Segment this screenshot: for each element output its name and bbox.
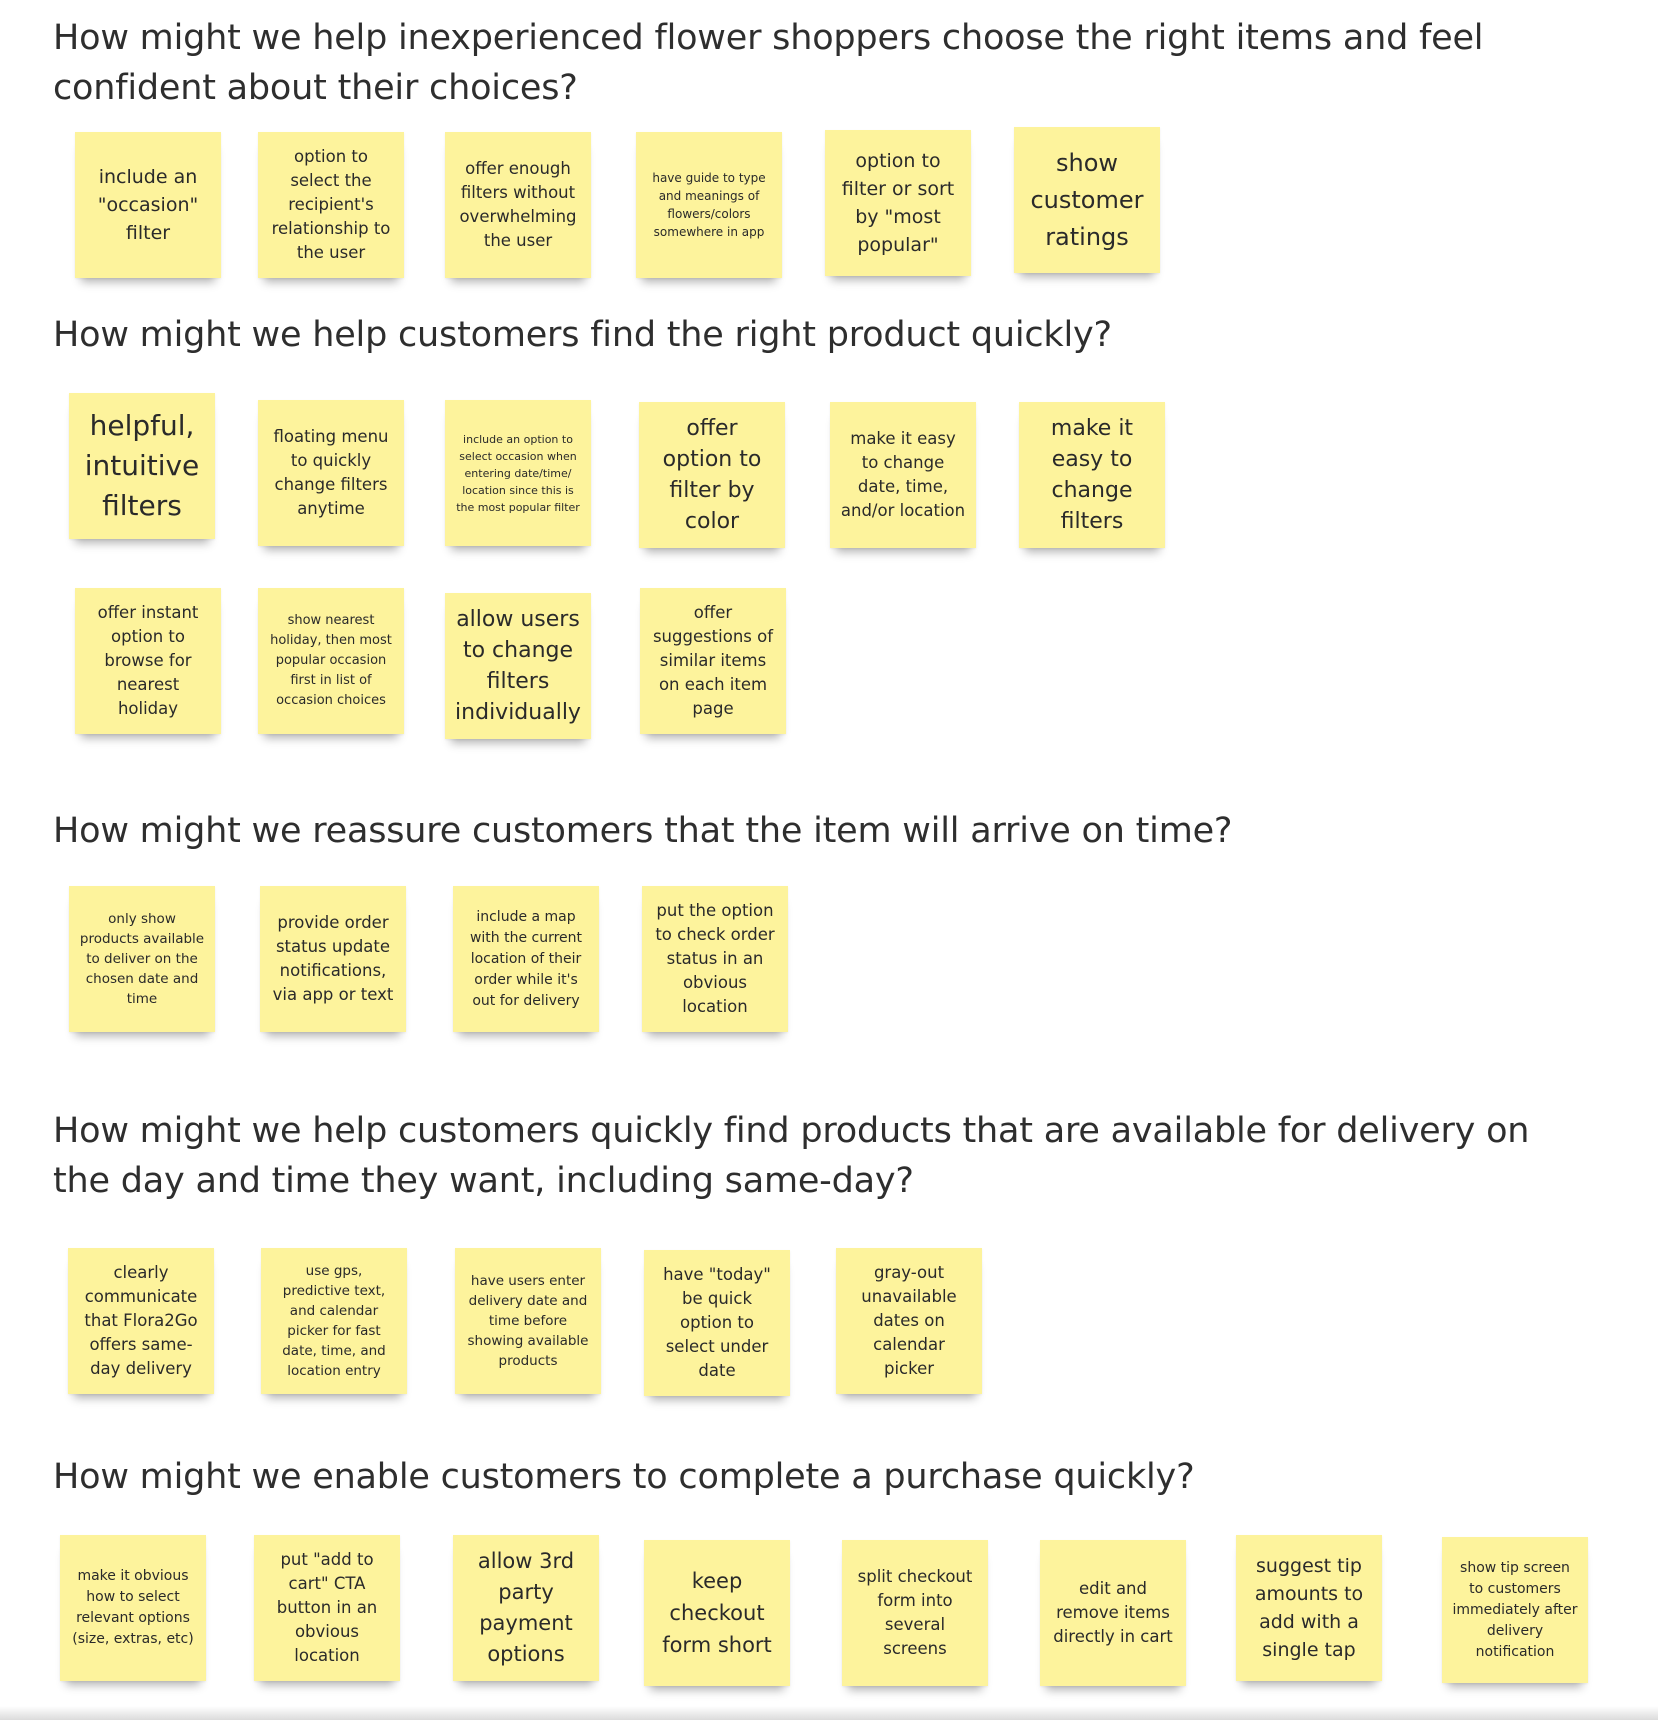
sticky-note-text: offer instant option to browse for nearest holiday <box>97 603 199 718</box>
sticky-note[interactable] <box>640 588 786 734</box>
sticky-note-text: show tip screen to customers immediately after delivery notification <box>1452 1559 1578 1660</box>
sticky-note[interactable] <box>455 1248 601 1394</box>
sticky-note[interactable] <box>1442 1537 1588 1683</box>
sticky-note[interactable] <box>75 132 221 278</box>
sticky-note-text: include a map with the current location of their order while it's out for delivery <box>469 908 583 1009</box>
sticky-note[interactable] <box>1014 127 1160 273</box>
sticky-note-text: put the option to check order status in an obvious location <box>655 901 775 1016</box>
sticky-note[interactable] <box>644 1540 790 1686</box>
sticky-note-text: edit and remove items directly in cart <box>1053 1579 1173 1646</box>
sticky-note[interactable] <box>1040 1540 1186 1686</box>
sticky-note[interactable] <box>453 1535 599 1681</box>
sticky-note-text: make it easy to change filters <box>1050 416 1134 534</box>
sticky-note[interactable] <box>642 886 788 1032</box>
sticky-note-text: make it obvious how to select relevant options (size, extras, etc) <box>72 1568 194 1647</box>
question-heading-2: How might we help customers find the right product quickly? <box>53 315 1112 355</box>
sticky-note[interactable] <box>830 402 976 548</box>
sticky-note[interactable] <box>836 1248 982 1394</box>
sticky-note-text: option to select the recipient's relationship to the user <box>271 147 391 262</box>
sticky-note-text: offer option to filter by color <box>662 416 762 534</box>
sticky-note-text: gray-out unavailable dates on calendar picker <box>861 1263 957 1378</box>
question-heading-1: How might we help inexperienced flower shoppers choose the right items and feel confident about their choices? <box>53 18 1484 108</box>
sticky-note-text: allow users to change filters individually <box>455 607 581 725</box>
sticky-note-text: include an "occasion" filter <box>97 166 199 244</box>
question-heading-4: How might we help customers quickly find products that are available for delivery on the day and time they want, including same-day? <box>53 1111 1530 1201</box>
sticky-note[interactable] <box>1019 402 1165 548</box>
sticky-note[interactable] <box>75 588 221 734</box>
sticky-note[interactable] <box>261 1248 407 1394</box>
sticky-note[interactable] <box>825 130 971 276</box>
sticky-note[interactable] <box>258 588 404 734</box>
sticky-note[interactable] <box>636 132 782 278</box>
sticky-note[interactable] <box>842 1540 988 1686</box>
sticky-note[interactable] <box>453 886 599 1032</box>
sticky-note-text: include an option to select occasion when entering date/time/ location since this is the most popular filter <box>456 432 580 514</box>
sticky-note-text: split checkout form into several screens <box>857 1567 973 1658</box>
sticky-note[interactable] <box>258 132 404 278</box>
sticky-note-text: provide order status update notifications, via app or text <box>272 913 394 1004</box>
sticky-note[interactable] <box>639 402 785 548</box>
sticky-note[interactable] <box>69 886 215 1032</box>
sticky-note-text: allow 3rd party payment options <box>477 1549 575 1666</box>
sticky-note[interactable] <box>644 1250 790 1396</box>
sticky-note-text: suggest tip amounts to add with a single tap <box>1254 1555 1364 1661</box>
sticky-note-text: clearly communicate that Flora2Go offers same-day delivery <box>84 1263 198 1378</box>
sticky-note-text: have "today" be quick option to select under date <box>663 1265 771 1380</box>
sticky-note-text: only show products available to deliver on the chosen date and time <box>79 911 205 1007</box>
sticky-note[interactable] <box>254 1535 400 1681</box>
sticky-note[interactable] <box>68 1248 214 1394</box>
sticky-note-text: helpful, intuitive filters <box>84 409 200 522</box>
sticky-note[interactable] <box>445 132 591 278</box>
sticky-note-text: offer enough filters without overwhelming the user <box>459 159 577 250</box>
sticky-note-text: make it easy to change date, time, and/or location <box>840 429 966 520</box>
bottom-edge-shadow <box>0 1706 1658 1720</box>
sticky-note-text: have users enter delivery date and time before showing available products <box>467 1273 589 1369</box>
sticky-note[interactable] <box>1236 1535 1382 1681</box>
sticky-note[interactable] <box>69 393 215 539</box>
sticky-note[interactable] <box>445 400 591 546</box>
question-heading-3: How might we reassure customers that the item will arrive on time? <box>53 811 1233 851</box>
sticky-note-text: put "add to cart" CTA button in an obvious location <box>276 1550 378 1665</box>
question-heading-5: How might we enable customers to complete a purchase quickly? <box>53 1457 1195 1497</box>
sticky-note[interactable] <box>60 1535 206 1681</box>
sticky-note-text: use gps, predictive text, and calendar picker for fast date, time, and location entry <box>282 1263 386 1379</box>
sticky-note[interactable] <box>258 400 404 546</box>
sticky-note-text: have guide to type and meanings of flowers/colors somewhere in app <box>652 171 766 239</box>
sticky-note-text: show customer ratings <box>1030 148 1144 251</box>
sticky-note[interactable] <box>260 886 406 1032</box>
sticky-note-text: option to filter or sort by "most popular" <box>841 150 955 256</box>
sticky-note-text: keep checkout form short <box>662 1569 772 1657</box>
sticky-note-text: floating menu to quickly change filters anytime <box>273 427 389 518</box>
sticky-note-text: show nearest holiday, then most popular occasion first in list of occasion choices <box>270 613 392 708</box>
sticky-note-text: offer suggestions of similar items on each item page <box>652 603 774 718</box>
sticky-note[interactable] <box>445 593 591 739</box>
